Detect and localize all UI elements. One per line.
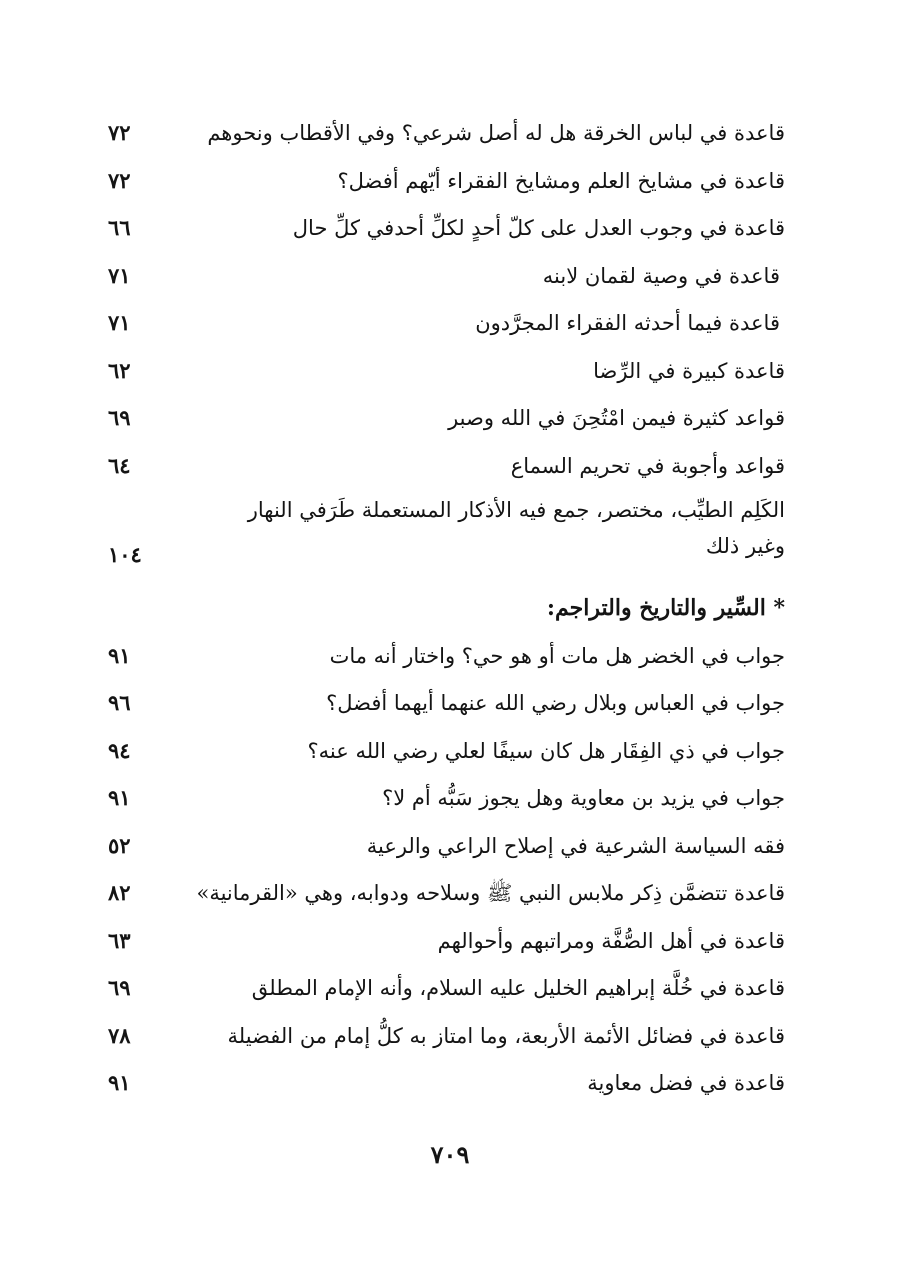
toc-entry xyxy=(0,492,900,587)
toc-entry xyxy=(0,730,900,778)
entry-page-number: ٦٤ xyxy=(108,452,131,478)
entry-title: قاعدة في فضل معاوية xyxy=(587,1071,785,1095)
entry-title: جواب في ذي الفِقَار هل كان سيفًا لعلي رضي الله عنه؟ xyxy=(307,738,785,763)
toc-entry xyxy=(0,920,900,968)
entry-title: الكَلِم الطيِّب، مختصر، جمع فيه الأذكار المستعملة طَرَفي النهار وغير ذلك xyxy=(247,498,785,558)
entry-page-number: ٩١ xyxy=(108,642,131,668)
toc-entry xyxy=(0,872,900,920)
toc-entry xyxy=(0,1015,900,1063)
page-number-footer: ٧٠٩ xyxy=(430,1140,470,1169)
toc-entry xyxy=(0,160,900,208)
entry-page-number: ٦٩ xyxy=(108,975,131,1000)
entry-page-number: ٧١ xyxy=(108,262,131,288)
entry-page-number: ٩٤ xyxy=(108,737,131,763)
toc-entry xyxy=(0,207,900,255)
entry-title: قاعدة في وصية لقمان لابنه xyxy=(542,263,780,288)
toc-entry xyxy=(0,445,900,493)
entry-page-number: ٧٨ xyxy=(108,1022,131,1048)
section-heading: * السِّير والتاريخ والتراجم: xyxy=(546,595,785,621)
toc-entry xyxy=(0,255,900,303)
section-heading-row xyxy=(0,587,900,635)
toc-entry xyxy=(0,777,900,825)
entry-title: جواب في العباس وبلال رضي الله عنهما أيهما أفضل؟ xyxy=(326,691,785,715)
toc-entry xyxy=(0,825,900,873)
entry-title: قاعدة في فضائل الأئمة الأربعة، وما امتاز به كلُّ إمام من الفضيلة xyxy=(227,1023,785,1048)
entry-page-number: ٧٢ xyxy=(108,120,131,145)
entry-page-number: ٦٢ xyxy=(108,357,131,383)
entry-page-number: ٧١ xyxy=(108,310,131,335)
toc-entry xyxy=(0,350,900,398)
entry-page-number: ٦٩ xyxy=(108,405,131,430)
entry-page-number: ٨٢ xyxy=(108,880,131,905)
entry-page-number: ٦٣ xyxy=(108,927,131,953)
entry-title: قاعدة تتضمَّن ذِكر ملابس النبي ﷺ وسلاحه ودوابه، وهي «القرمانية» xyxy=(196,881,785,905)
entry-title: فقه السياسة الشرعية في إصلاح الراعي والرعية xyxy=(366,833,785,858)
toc-entry xyxy=(0,1062,900,1110)
toc-entry xyxy=(0,112,900,160)
entry-title: قاعدة في مشايخ العلم ومشايخ الفقراء أيّهم أفضل؟ xyxy=(337,168,785,193)
entry-title: جواب في يزيد بن معاوية وهل يجوز سَبُّه أم لا؟ xyxy=(382,786,785,810)
toc-entry xyxy=(0,967,900,1015)
entry-title: قاعدة في أهل الصُّفَّة ومراتبهم وأحوالهم xyxy=(437,928,785,953)
entry-page-number: ٧٢ xyxy=(108,167,131,193)
toc-entry xyxy=(0,397,900,445)
entry-title: قاعدة كبيرة في الرِّضا xyxy=(593,358,785,383)
entry-title: قواعد كثيرة فيمن امْتُحِنَ في الله وصبر xyxy=(448,406,785,430)
entry-title: قاعدة في لباس الخرقة هل له أصل شرعي؟ وفي الأقطاب ونحوهم xyxy=(207,121,785,145)
table-of-contents xyxy=(0,112,900,1110)
entry-page-number: ٦٦ xyxy=(108,215,131,240)
entry-page-number: ٩٦ xyxy=(108,690,131,715)
entry-page-number: ٩١ xyxy=(108,785,131,810)
entry-page-number: ١٠٤ xyxy=(108,542,142,567)
entry-title: جواب في الخضر هل مات أو هو حي؟ واختار أنه مات xyxy=(329,643,785,668)
entry-page-number: ٩١ xyxy=(108,1070,131,1095)
entry-title: قاعدة فيما أحدثه الفقراء المجرَّدون xyxy=(475,311,780,335)
entry-title: قاعدة في خُلَّة إبراهيم الخليل عليه السلام، وأنه الإمام المطلق xyxy=(251,976,785,1000)
toc-entry xyxy=(0,635,900,683)
entry-title: قواعد وأجوبة في تحريم السماع xyxy=(510,453,785,478)
entry-title: قاعدة في وجوب العدل على كلّ أحدٍ لكلِّ أحدفي كلِّ حال xyxy=(292,216,785,240)
toc-entry xyxy=(0,302,900,350)
entry-page-number: ٥٢ xyxy=(108,832,131,858)
toc-entry xyxy=(0,682,900,730)
